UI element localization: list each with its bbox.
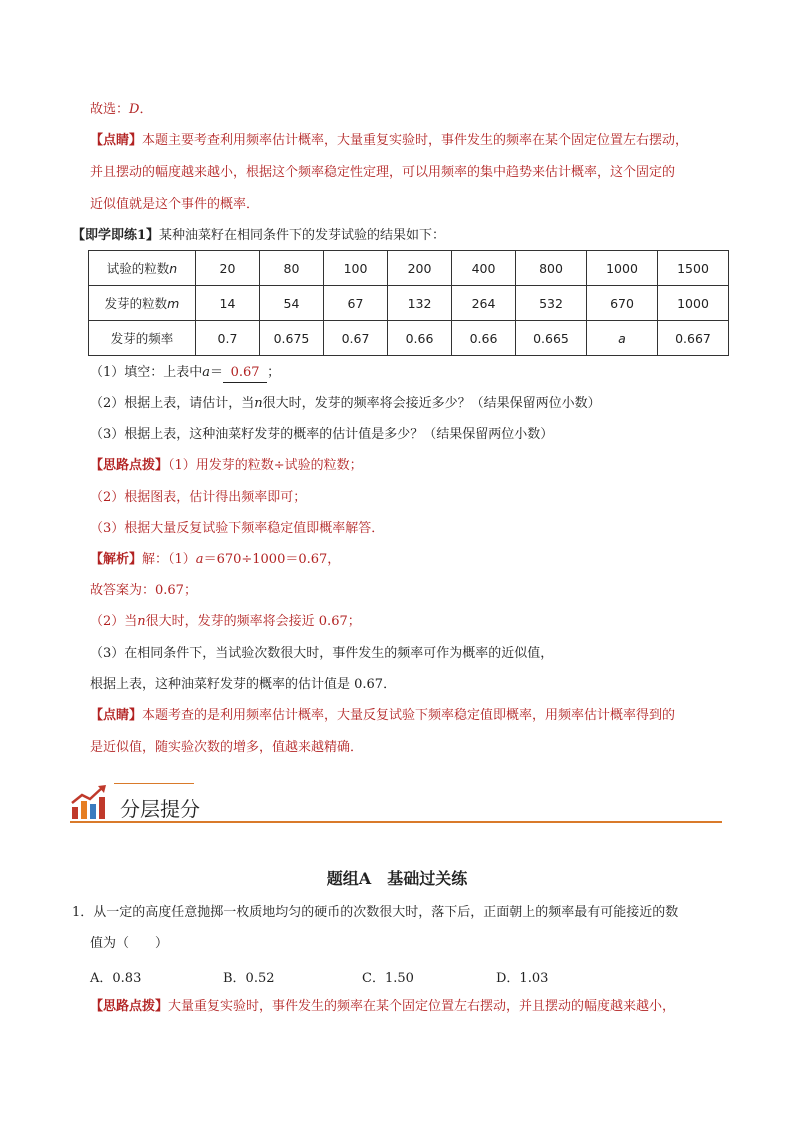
row-header: 试验的粒数n	[89, 251, 196, 286]
solution-line3: （2）当n很大时，发芽的频率将会接近 0.67；	[90, 614, 361, 629]
answer-blank: 0.67	[223, 364, 267, 383]
table-cell: 0.665	[516, 321, 587, 356]
tip1-line1: 【点睛】本题主要考查利用频率估计概率，大量重复实验时，事件发生的频率在某个固定位置左右摆动，	[90, 133, 689, 148]
table-cell: 1000	[587, 251, 658, 286]
section-header	[70, 783, 722, 823]
tip1-line3: 近似值就是这个事件的概率．	[90, 197, 260, 212]
table-cell: 80	[260, 251, 324, 286]
tip-tag: 【点睛】	[90, 133, 143, 148]
solution-tag: 【解析】	[90, 552, 143, 567]
tip1-line2: 并且摆动的幅度越来越小，根据这个频率稳定性定理，可以用频率的集中趋势来估计概率，这个固定的	[90, 165, 676, 180]
table-cell: 400	[452, 251, 516, 286]
problem-number: 1．	[72, 905, 94, 920]
solution-line1: 【解析】解：（1）a＝670÷1000＝0.67，	[90, 552, 341, 567]
tip-tag: 【点睛】	[90, 708, 143, 723]
table-cell: 0.7	[196, 321, 260, 356]
table-row	[89, 251, 729, 286]
table-cell: 1500	[658, 251, 729, 286]
tip2-line2: 是近似值，随实验次数的增多，值越来越精确．	[90, 740, 364, 755]
table-row	[89, 286, 729, 321]
hint-tag: 【思路点拨】	[90, 999, 169, 1014]
table-cell: 800	[516, 251, 587, 286]
section-top-rule	[114, 783, 194, 784]
table-cell: 132	[388, 286, 452, 321]
group-title: 题组A 基础过关练	[326, 869, 468, 888]
hint-tag: 【思路点拨】	[90, 458, 169, 473]
problem-1-hint: 【思路点拨】大量重复实验时，事件发生的频率在某个固定位置左右摆动，并且摆动的幅度越来越小，	[90, 999, 676, 1014]
section-divider	[70, 821, 722, 823]
exercise-intro: 【即学即练1】某种油菜籽在相同条件下的发芽试验的结果如下：	[72, 228, 446, 243]
table-cell: 1000	[658, 286, 729, 321]
table-cell: 0.675	[260, 321, 324, 356]
table-cell: 0.667	[658, 321, 729, 356]
chart-growth-icon	[70, 783, 108, 825]
option-b: B．0.52	[223, 971, 275, 986]
table-row	[89, 321, 729, 356]
solution-line2: 故答案为：0.67；	[90, 583, 197, 598]
question-3: （3）根据上表，这种油菜籽发芽的概率的估计值是多少？（结果保留两位小数）	[90, 427, 554, 442]
table-cell: 264	[452, 286, 516, 321]
solution-line4: （3）在相同条件下，当试验次数很大时，事件发生的频率可作为概率的近似值，	[90, 646, 554, 661]
table-cell: 14	[196, 286, 260, 321]
row-header: 发芽的粒数m	[89, 286, 196, 321]
problem-1-line2: 值为（ ）	[90, 936, 169, 951]
table-cell: 67	[324, 286, 388, 321]
section-title: 分层提分	[120, 797, 200, 821]
hint-line3: （3）根据大量反复试验下频率稳定值即概率解答．	[90, 521, 385, 536]
table-cell: 0.66	[452, 321, 516, 356]
hint-line2: （2）根据图表，估计得出频率即可；	[90, 490, 307, 505]
table-cell: a	[587, 321, 658, 356]
option-d: D．1.03	[496, 971, 549, 986]
table-cell: 670	[587, 286, 658, 321]
hint-line1: 【思路点拨】（1）用发芽的粒数÷试验的粒数；	[90, 458, 363, 473]
option-a: A．0.83	[90, 971, 142, 986]
exercise-tag: 【即学即练1】	[72, 228, 160, 243]
germination-table	[88, 250, 729, 356]
table-cell: 54	[260, 286, 324, 321]
table-cell: 0.66	[388, 321, 452, 356]
tip2-line1: 【点睛】本题考查的是利用频率估计概率，大量反复试验下频率稳定值即概率，用频率估计概率得到的	[90, 708, 676, 723]
answer-line: 故选：D．	[90, 102, 153, 117]
table-cell: 0.67	[324, 321, 388, 356]
row-header: 发芽的频率	[89, 321, 196, 356]
solution-line5: 根据上表，这种油菜籽发芽的概率的估计值是 0.67．	[90, 677, 397, 692]
question-1: （1）填空：上表中a＝ 0.67 ；	[90, 364, 280, 383]
table-cell: 100	[324, 251, 388, 286]
option-c: C．1.50	[362, 971, 414, 986]
table-cell: 532	[516, 286, 587, 321]
question-2: （2）根据上表，请估计，当n很大时，发芽的频率将会接近多少？（结果保留两位小数）	[90, 396, 601, 411]
problem-1-line1: 1．从一定的高度任意抛掷一枚质地均匀的硬币的次数很大时，落下后，正面朝上的频率最有可能接近的数	[72, 905, 679, 920]
table-cell: 20	[196, 251, 260, 286]
table-cell: 200	[388, 251, 452, 286]
